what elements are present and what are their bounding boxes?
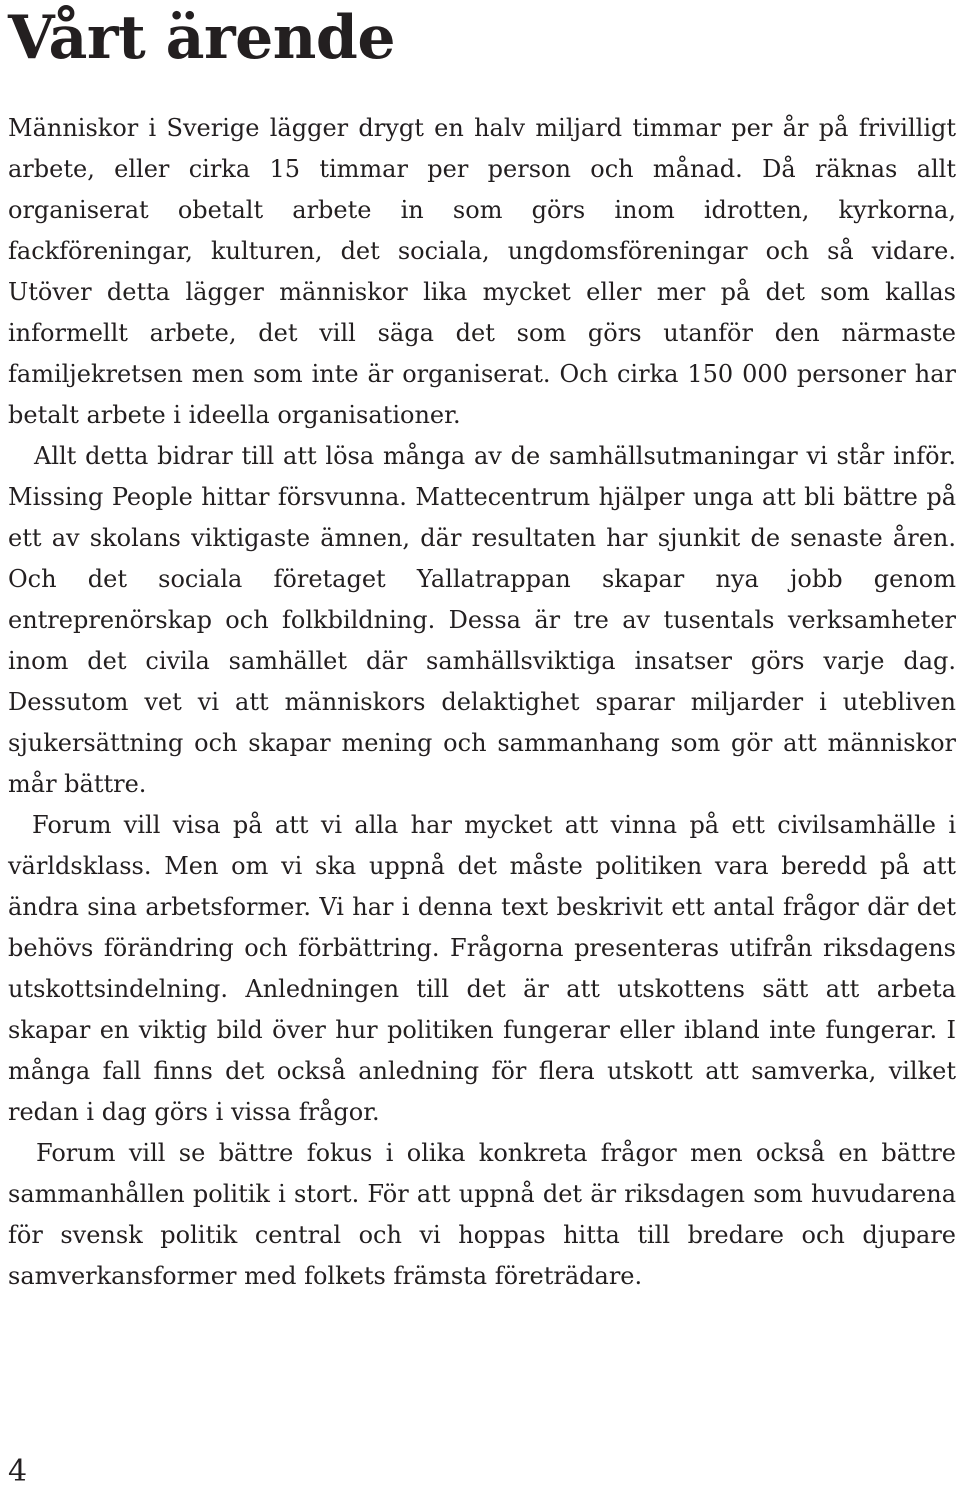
paragraph-societal-challenges: Allt detta bidrar till att lösa många av de samhällsutmaningar vi står inför. Missing People hittar försvunna. Mattecentrum hjälper unga att bli bättre på ett av skolans viktigaste ämnen, där resultaten har sjunkit de senaste åren. Och det sociala företaget Yallatrappan skapar nya jobb genom entreprenörskap och folkbildning. Dessa är tre av tusentals verksamheter inom det civila samhället där samhällsviktiga insatser görs varje dag. Dessutom vet vi att människors delaktighet sparar miljarder i utebliven sjukersättning och skapar mening och sammanhang som gör att människor mår bättre. (8, 442, 956, 798)
paragraph-volunteer-work: Människor i Sverige lägger drygt en halv miljard timmar per år på frivilligt arbete, eller cirka 15 timmar per person och månad. Då räknas allt organiserat obetalt arbete in som görs inom idrotten, kyrkorna, fackföreningar, kulturen, det sociala, ungdomsföreningar och så vidare. Utöver detta lägger människor lika mycket eller mer på det som kallas informellt arbete, det vill säga det som görs utanför den närmaste familjekretsen men som inte är organiserat. Och cirka 150 000 personer har betalt arbete i ideella organisationer. (8, 114, 956, 429)
page-title: Vårt ärende (8, 3, 396, 73)
body-text (8, 108, 956, 1297)
paragraph-forum-focus: Forum vill se bättre fokus i olika konkreta frågor men också en bättre sammanhållen politik i stort. För att uppnå det är riksdagen som huvudarena för svensk politik central och vi hoppas hitta till bredare och djupare samverkansformer med folkets främsta företrädare. (8, 1139, 956, 1290)
page-number: 4 (8, 1454, 28, 1489)
paragraph-forum-vision: Forum vill visa på att vi alla har mycket att vinna på ett civilsamhälle i världsklass. Men om vi ska uppnå det måste politiken vara beredd på att ändra sina arbetsformer. Vi har i denna text beskrivit ett antal frågor där det behövs förändring och förbättring. Frågorna presenteras utifrån riksdagens utskottsindelning. Anledningen till det är att utskottens sätt att arbeta skapar en viktig bild över hur politiken fungerar eller ibland inte fungerar. I många fall finns det också anledning för flera utskott att samverka, vilket redan i dag görs i vissa frågor. (8, 811, 956, 1126)
